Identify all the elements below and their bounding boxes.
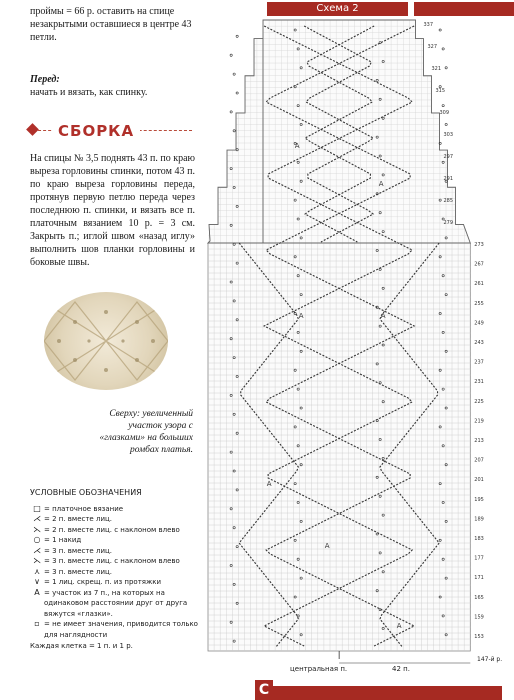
row-number-label: 267: [474, 261, 484, 268]
knitting-chart: [200, 18, 510, 668]
row-number-label: 159: [474, 614, 484, 621]
legend-text: = 3 п. вместе лиц.: [44, 567, 112, 576]
row-number-label: 177: [474, 555, 484, 562]
row-number-label: 279: [443, 220, 454, 226]
motif-a-label: A: [298, 312, 304, 320]
legend-item: [30, 588, 210, 620]
motif-a-label: A: [396, 622, 402, 630]
legend-symbol-icon: ⋏: [34, 566, 40, 576]
lace-photo: [44, 292, 168, 390]
legend-item: [30, 504, 210, 515]
row-number-label: 195: [474, 496, 484, 503]
row-number-label: 165: [474, 594, 484, 601]
legend-symbol-icon: ⋌: [33, 514, 41, 523]
row-number-label: 237: [474, 359, 484, 366]
header-bar: [414, 2, 514, 16]
front-text: начать и вязать, как спинку.: [30, 87, 148, 98]
motif-a-label: A: [266, 480, 272, 488]
legend-item: [30, 546, 210, 557]
diamond-icon: [26, 123, 39, 136]
legend-symbol-icon: ○: [33, 535, 41, 544]
row-number-label: 297: [443, 154, 454, 160]
row-number-label: 219: [474, 418, 484, 425]
row-number-label: 273: [474, 242, 484, 248]
row-number-label: 249: [474, 320, 484, 327]
footer-bar: [270, 686, 502, 700]
legend-symbol-icon: A: [34, 587, 40, 597]
width-label: 42 п.: [392, 665, 410, 673]
legend-item: [30, 514, 210, 525]
lace-pattern-graphic: [44, 292, 168, 390]
row-number-label: 201: [474, 477, 484, 484]
legend-list: [30, 504, 210, 641]
row-number-label: 243: [474, 340, 484, 346]
row-number-label: 291: [443, 176, 454, 182]
legend-item: [30, 556, 210, 567]
row-number-label: 183: [474, 536, 484, 542]
front-title: Перед:: [30, 74, 60, 85]
row-number-label: 309: [439, 110, 450, 116]
legend-item: [30, 525, 210, 536]
legend-text: = 2 п. вместе лиц. с наклоном влево: [44, 525, 180, 534]
legend-symbol-icon: □: [33, 503, 41, 513]
assembly-heading: [22, 121, 192, 139]
legend-symbol-icon: ∨: [34, 577, 40, 586]
legend-title: УСЛОВНЫЕ ОБОЗНАЧЕНИЯ: [30, 488, 142, 497]
legend-text: = 3 п. вместе лиц.: [44, 546, 112, 555]
row-number-label: 153: [474, 634, 484, 640]
legend-item: [30, 567, 210, 578]
row-number-label: 225: [474, 398, 484, 405]
motif-a-label: A: [378, 180, 384, 188]
legend-text: = 2 п. вместе лиц.: [44, 515, 112, 523]
legend-text: = 3 п. вместе лиц. с наклоном влево: [44, 557, 180, 565]
corner-row-label: 147-й р.: [477, 656, 503, 663]
row-number-label: 337: [423, 22, 434, 28]
legend-text: = 1 лиц. скрещ. п. из протяжки: [44, 578, 162, 586]
legend-symbol-icon: ▫: [34, 619, 40, 628]
legend-text: = не имеет значения, приводится только для наглядности: [44, 620, 198, 639]
row-number-label: 171: [474, 575, 484, 582]
legend-text: = участок из 7 п., на которых на одинаковом расстоянии друг от друга вяжутся «глазки».: [44, 588, 188, 618]
row-number-label: 207: [474, 457, 484, 464]
legend-text: = платочное вязание: [44, 504, 124, 513]
row-number-label: 285: [443, 198, 454, 204]
legend-symbol-icon: ⋋: [33, 524, 41, 534]
intro-text: проймы = 66 р. оставить на спице незакрытыми оставшиеся в центре 43 петли.: [30, 6, 192, 43]
chart-title: Схема 2: [267, 2, 408, 16]
row-number-label: 303: [443, 132, 454, 138]
photo-caption: Сверху: увеличенный участок узора с «глазками» на больших ромбах платья.: [99, 409, 193, 455]
row-number-label: 213: [474, 438, 484, 444]
legend-item: [30, 619, 210, 640]
row-number-label: 327: [427, 44, 438, 50]
center-stitch-label: центральная п.: [290, 665, 348, 673]
row-number-label: 321: [431, 66, 442, 72]
legend-symbol-icon: ⋋: [33, 556, 41, 565]
section-letter: C: [255, 680, 273, 700]
legend-item: [30, 535, 210, 546]
motif-a-label: A: [324, 542, 330, 550]
assembly-title: СБОРКА: [52, 122, 140, 140]
motif-a-label: A: [380, 312, 386, 320]
cell-note: Каждая клетка = 1 п. и 1 р.: [30, 642, 133, 650]
legend: [30, 488, 210, 652]
row-number-label: 231: [474, 379, 484, 386]
row-number-label: 255: [474, 300, 484, 307]
row-number-label: 189: [474, 516, 484, 523]
legend-symbol-icon: ⋌: [33, 545, 41, 555]
row-number-label: 261: [474, 281, 484, 288]
motif-a-label: A: [294, 142, 300, 150]
row-number-label: 315: [435, 88, 446, 94]
legend-item: [30, 577, 210, 588]
assembly-text: На спицы № 3,5 поднять 43 п. по краю выреза горловины спинки, потом 43 п. по краю выреза горловины переда, протянув первую петлю переда через последнюю п. спинки, и вязать все п. платочным вязанием 10 р. = 3 см. Закрыть п.; иглой швом «назад иглу» выполнить шов планки горловины и боковые швы.: [30, 153, 195, 268]
legend-text: = 1 накид: [44, 536, 82, 544]
